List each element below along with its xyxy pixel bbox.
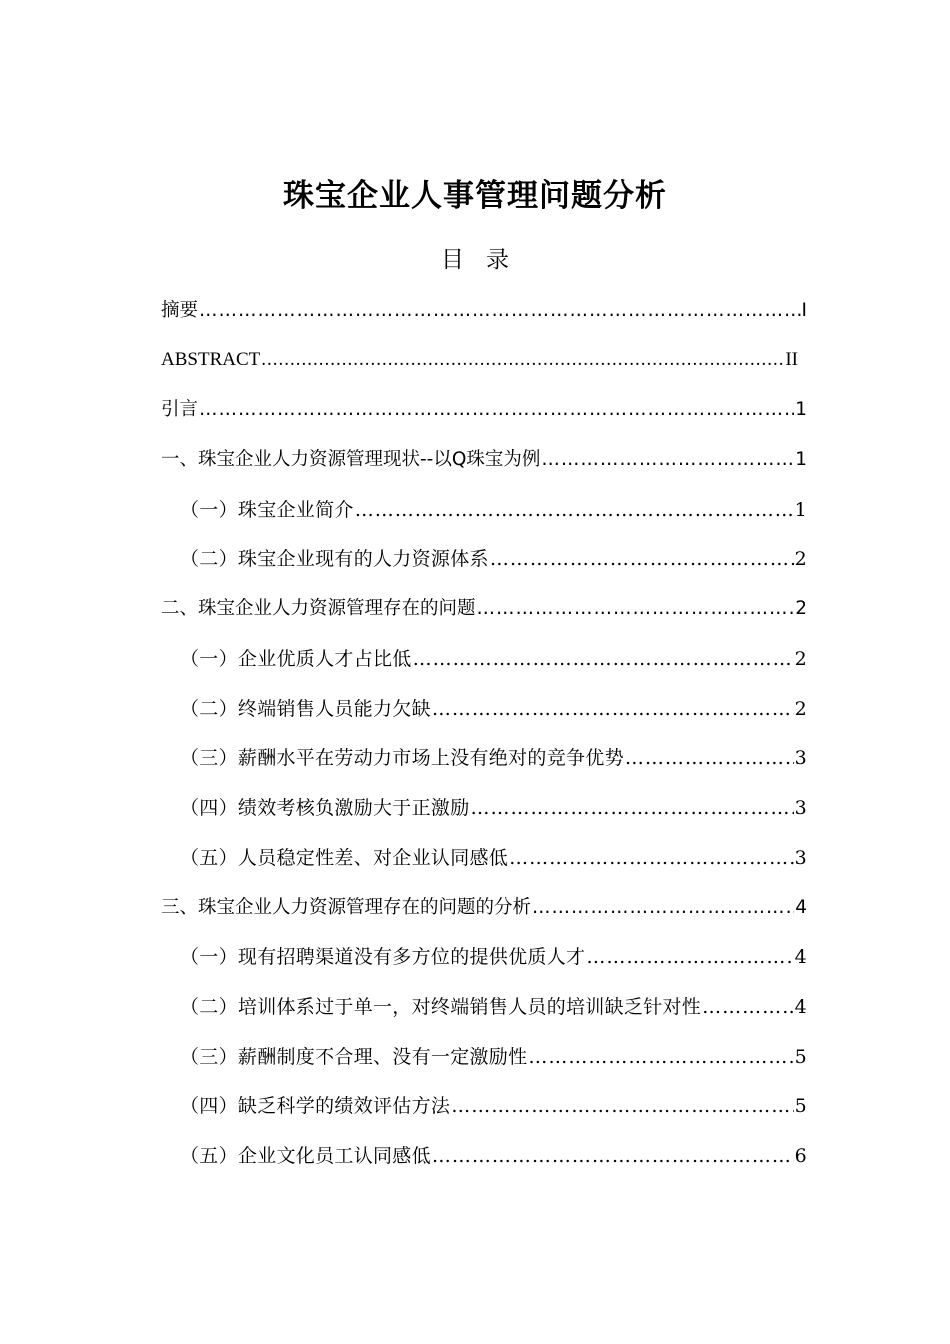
toc-dot-leader — [355, 495, 794, 525]
toc-page-number: 3 — [794, 797, 807, 819]
toc-page-number: 2 — [795, 598, 807, 619]
toc-entry-label: 二、珠宝企业人力资源管理存在的问题 — [161, 598, 476, 619]
toc-dot-leader — [451, 1091, 793, 1121]
toc-page-number: 1 — [795, 399, 807, 420]
toc-dot-leader — [586, 942, 793, 972]
toc-page-number: 1 — [794, 499, 807, 521]
toc-entry-abstract-en[interactable] — [161, 345, 798, 375]
toc-entry-label: ABSTRACT — [161, 349, 261, 370]
toc-dot-leader — [541, 445, 794, 475]
toc-entry-label: （三）薪酬水平在劳动力市场上没有绝对的竞争优势 — [180, 747, 624, 769]
toc-entry-label: （四）绩效考核负激励大于正激励 — [180, 797, 470, 819]
toc-entry-abstract-cn[interactable] — [161, 296, 807, 326]
toc-dot-leader — [509, 843, 794, 873]
toc-dot-leader — [199, 296, 801, 326]
toc-page-number: 4 — [794, 996, 807, 1018]
toc-entry-section-3-2[interactable] — [180, 992, 807, 1022]
toc-page-number: 1 — [795, 449, 807, 470]
toc-page-number: 2 — [794, 698, 807, 720]
toc-entry-section-3-1[interactable] — [180, 942, 807, 972]
toc-dot-leader — [413, 644, 794, 674]
toc-dot-leader — [261, 345, 784, 375]
toc-entry-chapter-3[interactable] — [161, 893, 807, 923]
toc-dot-leader — [532, 893, 794, 923]
toc-dot-leader — [477, 594, 795, 624]
toc-dot-leader — [471, 793, 794, 823]
toc-page-number: I — [801, 300, 807, 321]
toc-dot-leader — [432, 1141, 794, 1171]
toc-page-number: 4 — [794, 946, 807, 968]
toc-entry-section-2-4[interactable] — [180, 793, 807, 823]
toc-entry-section-3-5[interactable] — [180, 1141, 807, 1171]
toc-heading: 目录 — [441, 247, 531, 273]
document-title: 珠宝企业人事管理问题分析 — [283, 178, 667, 214]
toc-dot-leader — [199, 395, 794, 425]
toc-entry-section-2-3[interactable] — [180, 743, 807, 773]
toc-entry-section-3-4[interactable] — [180, 1091, 807, 1121]
toc-entry-label: 三、珠宝企业人力资源管理存在的问题的分析 — [161, 897, 532, 918]
toc-dot-leader — [702, 992, 794, 1022]
toc-dot-leader — [432, 694, 794, 724]
toc-entry-label: （五）企业文化员工认同感低 — [180, 1145, 431, 1167]
toc-page-number: 3 — [794, 847, 807, 869]
toc-page-number: 5 — [794, 1046, 807, 1068]
toc-entry-section-1-2[interactable] — [180, 544, 807, 574]
toc-dot-leader — [528, 1042, 793, 1072]
toc-entry-label: （一）企业优质人才占比低 — [180, 648, 412, 670]
toc-page-number: 2 — [794, 548, 807, 570]
toc-entry-label: 一、珠宝企业人力资源管理现状--以Q珠宝为例 — [161, 449, 541, 470]
toc-entry-section-1-1[interactable] — [180, 495, 807, 525]
toc-entry-label: （二）珠宝企业现有的人力资源体系 — [180, 548, 489, 570]
toc-entry-introduction[interactable] — [161, 395, 807, 425]
toc-entry-chapter-1[interactable] — [161, 445, 807, 475]
toc-entry-label: （一）现有招聘渠道没有多方位的提供优质人才 — [180, 946, 586, 968]
toc-page-number: 3 — [794, 747, 807, 769]
toc-entry-label: 摘要 — [161, 300, 199, 321]
toc-entry-section-2-5[interactable] — [180, 843, 807, 873]
toc-page-number: 6 — [794, 1145, 807, 1167]
toc-entry-label: （二）终端销售人员能力欠缺 — [180, 698, 431, 720]
toc-entry-section-3-3[interactable] — [180, 1042, 807, 1072]
toc-entry-label: （三）薪酬制度不合理、没有一定激励性 — [180, 1046, 528, 1068]
toc-page-number: 2 — [794, 648, 807, 670]
toc-dot-leader — [490, 544, 794, 574]
toc-page-number: II — [785, 349, 798, 370]
toc-entry-label: （四）缺乏科学的绩效评估方法 — [180, 1095, 451, 1117]
toc-entry-label: 引言 — [161, 399, 199, 420]
toc-entry-label: （二）培训体系过于单一，对终端销售人员的培训缺乏针对性 — [180, 996, 702, 1018]
toc-entry-section-2-2[interactable] — [180, 694, 807, 724]
toc-entry-section-2-1[interactable] — [180, 644, 807, 674]
toc-entry-label: （五）人员稳定性差、对企业认同感低 — [180, 847, 509, 869]
toc-page-number: 5 — [794, 1095, 807, 1117]
toc-dot-leader — [625, 743, 794, 773]
toc-entry-label: （一）珠宝企业简介 — [180, 499, 354, 521]
toc-entry-chapter-2[interactable] — [161, 594, 807, 624]
toc-page-number: 4 — [795, 897, 807, 918]
